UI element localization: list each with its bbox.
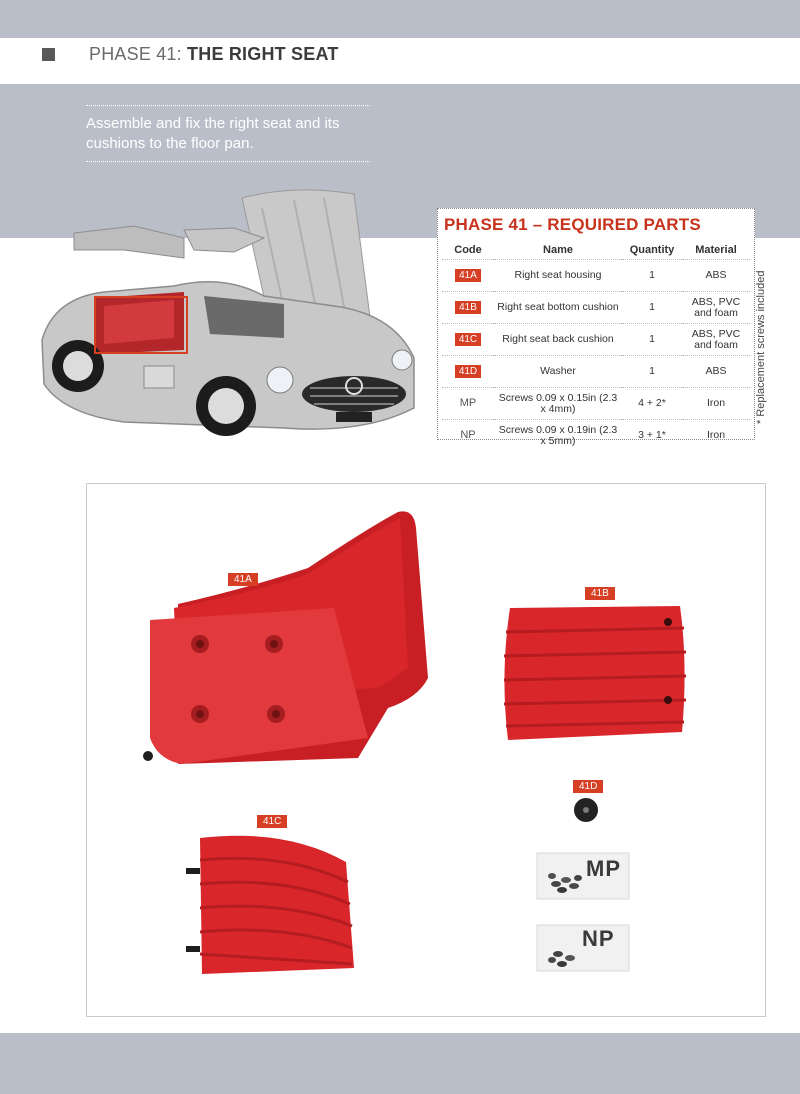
part-quantity: 1 [622,260,682,292]
part-material: ABS, PVC and foam [682,292,750,324]
seat-callout-box [94,296,188,354]
part-name: Right seat back cushion [494,324,622,356]
top-band [0,0,800,38]
intro-bottom-rule [86,161,370,162]
required-parts-panel [437,208,755,447]
part-label-41d: 41D [573,780,603,793]
part-name: Screws 0.09 x 0.15in (2.3 x 4mm) [494,388,622,420]
column-header-material: Material [695,244,737,256]
part-material: ABS [682,356,750,388]
table-row [442,292,750,324]
part-material: Iron [682,388,750,420]
table-row [442,356,750,388]
table-header-row [442,241,750,260]
code-badge: 41C [455,333,481,346]
bottom-band [0,1033,800,1094]
washer-41d [572,796,600,824]
car-illustration [34,188,426,450]
part-quantity: 1 [622,324,682,356]
phase-prefix: PHASE 41: [89,44,188,64]
title-bullet-icon [42,48,55,61]
part-material: Iron [682,420,750,452]
table-row [442,420,750,452]
seat-bottom-cushion-41b [500,604,688,740]
parts-table [442,241,750,451]
code-badge: 41D [455,365,481,378]
replacement-screws-note: * Replacement screws included [755,270,767,424]
page-title [89,44,339,65]
column-header-code: Code [454,244,482,256]
part-name: Right seat bottom cushion [494,292,622,324]
np-bag-label: NP [582,926,615,951]
table-row [442,260,750,292]
part-name: Right seat housing [494,260,622,292]
part-label-41a: 41A [228,573,258,586]
part-quantity: 1 [622,356,682,388]
code-label: MP [459,397,477,409]
part-label-41b: 41B [585,587,615,600]
phase-name: THE RIGHT SEAT [187,44,339,64]
intro-top-rule [86,105,370,106]
part-quantity: 4 + 2* [622,388,682,420]
part-material: ABS, PVC and foam [682,324,750,356]
intro-text: Assemble and fix the right seat and its cushions to the floor pan. [86,115,340,152]
parts-table-title: PHASE 41 – REQUIRED PARTS [444,215,701,234]
mp-bag-label: MP [586,856,621,881]
part-label-41c: 41C [257,815,287,828]
seat-back-cushion-41c [186,832,358,976]
part-quantity: 3 + 1* [622,420,682,452]
code-badge: 41A [455,269,481,282]
seat-housing-41a [138,508,434,770]
table-row [442,388,750,420]
column-header-quantity: Quantity [629,244,675,256]
column-header-name: Name [543,244,573,256]
part-material: ABS [682,260,750,292]
table-row [442,324,750,356]
code-label: NP [460,429,476,441]
part-name: Washer [494,356,622,388]
code-badge: 41B [455,301,481,314]
part-name: Screws 0.09 x 0.19in (2.3 x 5mm) [494,420,622,452]
part-quantity: 1 [622,292,682,324]
